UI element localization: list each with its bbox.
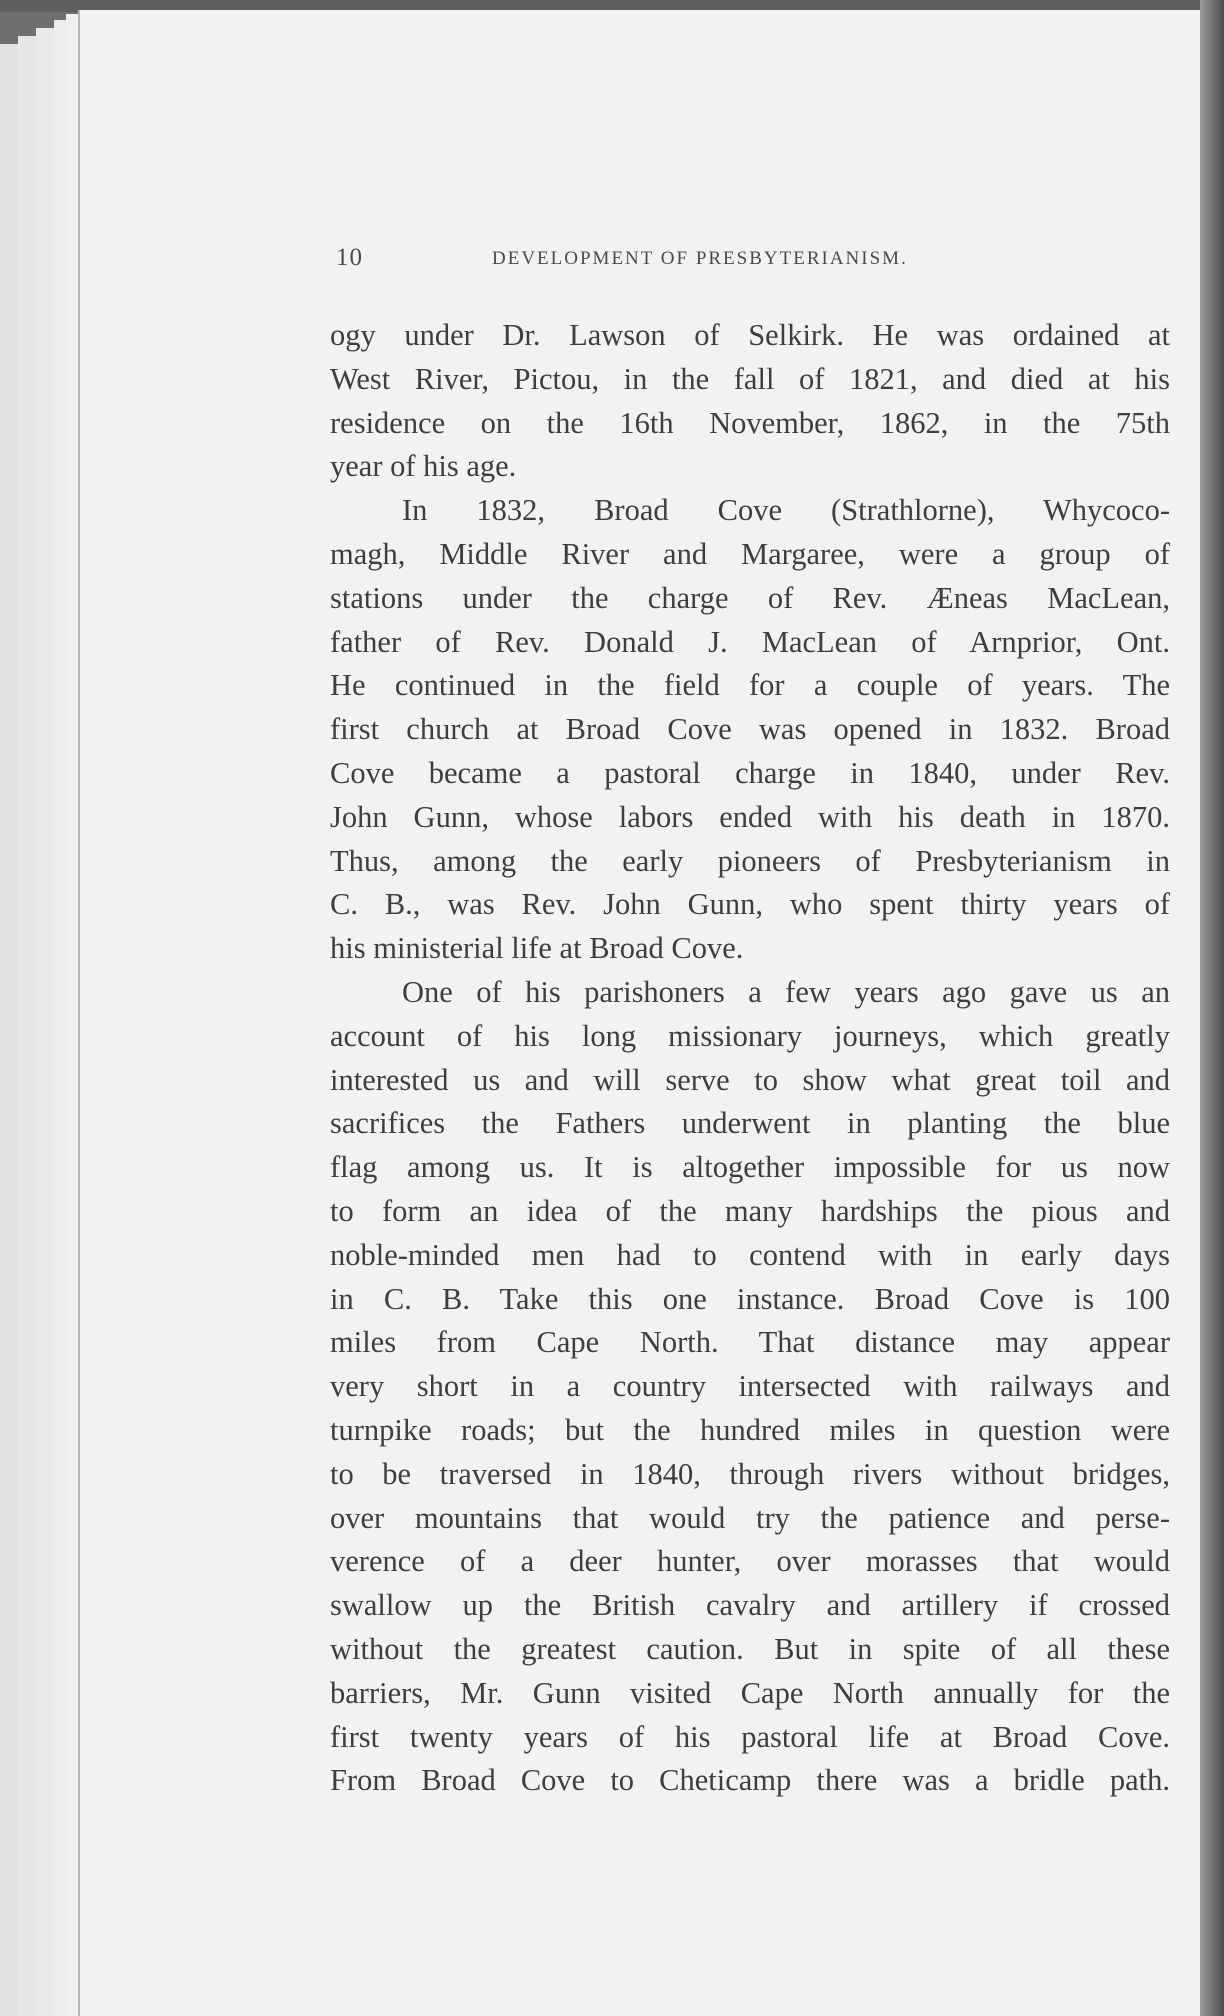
text-line: to form an idea of the many hardships the pious and xyxy=(330,1193,1170,1228)
text-line: over mountains that would try the patience and perse- xyxy=(330,1500,1170,1535)
text-line: C. B., was Rev. John Gunn, who spent thirty years of xyxy=(330,887,1170,922)
text-line: noble-minded men had to contend with in early days xyxy=(330,1237,1170,1272)
text-line: sacrifices the Fathers underwent in planting the blue xyxy=(330,1106,1170,1141)
body-text xyxy=(330,314,1170,1803)
text-line: verence of a deer hunter, over morasses that would xyxy=(330,1544,1170,1579)
text-line: father of Rev. Donald J. MacLean of Arnprior, Ont. xyxy=(330,624,1170,659)
text-line: interested us and will serve to show what great toil and xyxy=(330,1062,1170,1097)
scan-right-shadow xyxy=(1200,0,1224,2016)
text-line: residence on the 16th November, 1862, in the 75th xyxy=(330,405,1170,440)
text-line: flag among us. It is altogether impossible for us now xyxy=(330,1150,1170,1185)
text-line: stations under the charge of Rev. Æneas MacLean, xyxy=(330,580,1170,615)
text-line: He continued in the field for a couple of years. The xyxy=(330,668,1170,703)
text-line: Cove became a pastoral charge in 1840, under Rev. xyxy=(330,755,1170,790)
text-line: Thus, among the early pioneers of Presbyterianism in xyxy=(330,843,1170,878)
text-line: without the greatest caution. But in spite of all these xyxy=(330,1631,1170,1666)
running-head: DEVELOPMENT OF PRESBYTERIANISM. xyxy=(492,248,908,269)
text-line: first twenty years of his pastoral life at Broad Cove. xyxy=(330,1719,1170,1754)
text-line: to be traversed in 1840, through rivers without bridges, xyxy=(330,1456,1170,1491)
text-line: From Broad Cove to Cheticamp there was a bridle path. xyxy=(330,1763,1170,1798)
text-line: John Gunn, whose labors ended with his death in 1870. xyxy=(330,799,1170,834)
page-number: 10 xyxy=(336,244,363,271)
text-line: in C. B. Take this one instance. Broad Cove is 100 xyxy=(330,1281,1170,1316)
text-line: very short in a country intersected with railways and xyxy=(330,1369,1170,1404)
page-header xyxy=(336,244,1176,280)
text-line: his ministerial life at Broad Cove. xyxy=(330,931,744,966)
text-line: account of his long missionary journeys, which greatly xyxy=(330,1018,1170,1053)
text-line: In 1832, Broad Cove (Strathlorne), Whycoco- xyxy=(402,493,1170,528)
text-line: year of his age. xyxy=(330,449,517,484)
text-line: turnpike roads; but the hundred miles in question were xyxy=(330,1412,1170,1447)
text-line: barriers, Mr. Gunn visited Cape North annually for the xyxy=(330,1675,1170,1710)
text-line: One of his parishoners a few years ago gave us an xyxy=(402,974,1170,1009)
text-line: swallow up the British cavalry and artillery if crossed xyxy=(330,1588,1170,1623)
text-line: miles from Cape North. That distance may appear xyxy=(330,1325,1170,1360)
text-line: first church at Broad Cove was opened in 1832. Broad xyxy=(330,712,1170,747)
text-line: West River, Pictou, in the fall of 1821, and died at his xyxy=(330,361,1170,396)
text-line: ogy under Dr. Lawson of Selkirk. He was ordained at xyxy=(330,318,1170,352)
text-line: magh, Middle River and Margaree, were a group of xyxy=(330,536,1170,571)
